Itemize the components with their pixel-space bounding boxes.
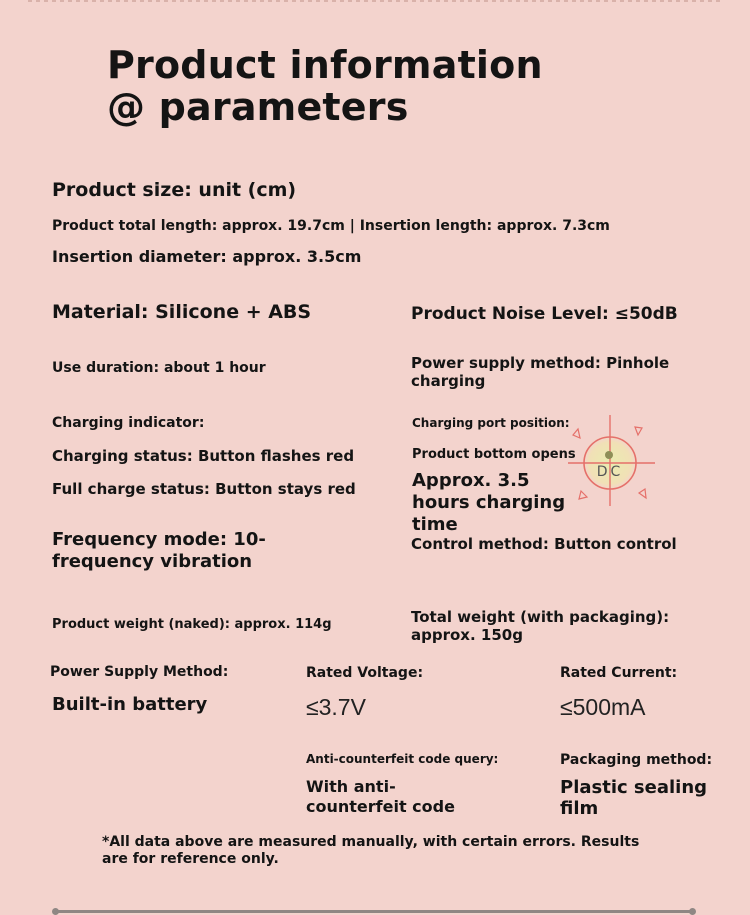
- rail-dot-right: [689, 908, 696, 915]
- footnote: *All data above are measured manually, with certain errors. Results are for reference only.: [102, 834, 640, 867]
- noise-level: Product Noise Level: ≤50dB: [411, 304, 678, 324]
- use-duration: Use duration: about 1 hour: [52, 360, 266, 376]
- charging-port-value: Product bottom opens: [412, 447, 576, 462]
- dc-port-target-icon: [563, 413, 658, 508]
- spec-power-value: Built-in battery: [52, 694, 208, 715]
- spec-current-label: Rated Current:: [560, 665, 678, 681]
- charging-status: Charging status: Button flashes red: [52, 447, 355, 465]
- spec-anticounterfeit-label: Anti-counterfeit code query:: [306, 752, 499, 766]
- spec-packaging-value: Plastic sealing film: [560, 777, 708, 819]
- spec-packaging-label: Packaging method:: [560, 752, 713, 768]
- product-weight: Product weight (naked): approx. 114g: [52, 617, 332, 632]
- charging-time: Approx. 3.5 hours charging time: [412, 470, 566, 535]
- total-weight: Total weight (with packaging): approx. 150g: [411, 608, 670, 644]
- size-length: Product total length: approx. 19.7cm | Insertion length: approx. 7.3cm: [52, 218, 610, 234]
- full-charge-status: Full charge status: Button stays red: [52, 480, 356, 498]
- dc-label: DC: [596, 464, 624, 480]
- top-dashed-border: [28, 0, 722, 2]
- page-title: Product information @ parameters: [107, 43, 543, 129]
- spec-power-label: Power Supply Method:: [50, 664, 229, 680]
- power-supply-method: Power supply method: Pinhole charging: [411, 354, 670, 390]
- control-method: Control method: Button control: [411, 535, 677, 553]
- bottom-scroll-rail: [55, 910, 693, 913]
- spec-anticounterfeit-value: With anti-counterfeit code: [306, 777, 455, 816]
- material: Material: Silicone + ABS: [52, 301, 312, 323]
- frequency-mode: Frequency mode: 10-frequency vibration: [52, 529, 266, 572]
- spec-voltage-value: ≤3.7V: [306, 694, 366, 720]
- size-diameter: Insertion diameter: approx. 3.5cm: [52, 247, 362, 266]
- charging-indicator-heading: Charging indicator:: [52, 415, 205, 431]
- spec-voltage-label: Rated Voltage:: [306, 665, 424, 681]
- rail-dot-left: [52, 908, 59, 915]
- charging-port-heading: Charging port position:: [412, 416, 570, 430]
- spec-current-value: ≤500mA: [560, 694, 646, 720]
- size-heading: Product size: unit (cm): [52, 179, 297, 201]
